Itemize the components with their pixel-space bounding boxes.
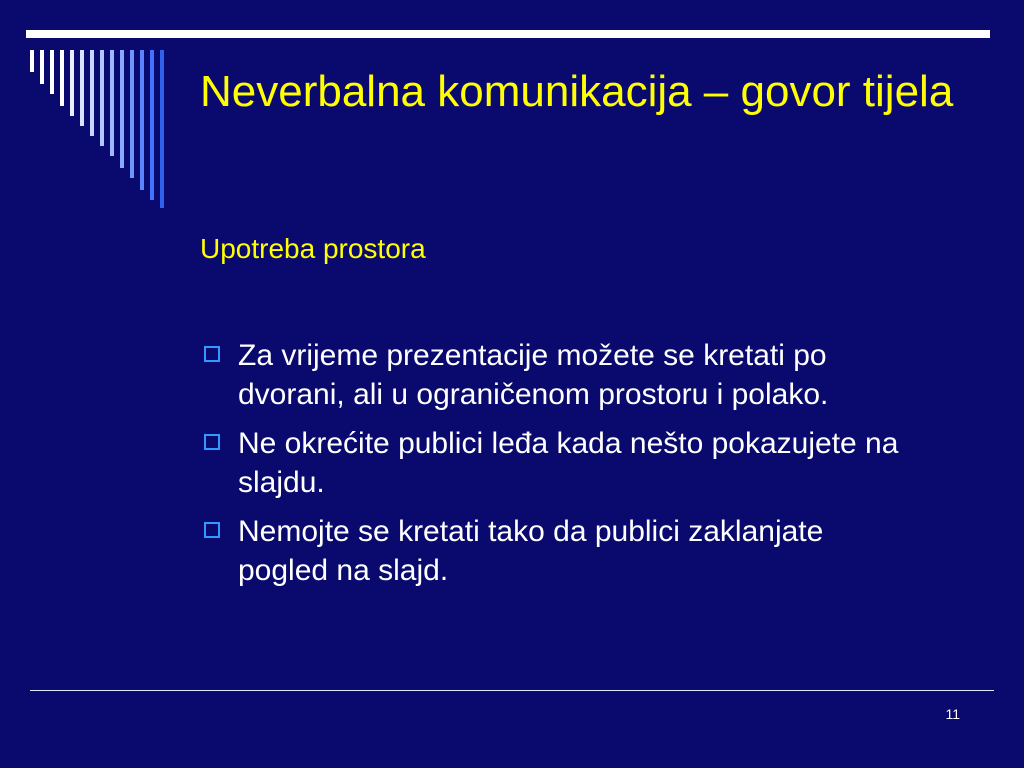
slide-title: Neverbalna komunikacija – govor tijela xyxy=(200,67,954,116)
slide-subtitle: Upotreba prostora xyxy=(200,233,426,264)
bottom-rule xyxy=(30,690,994,691)
decorative-stripes xyxy=(0,0,170,210)
bullet-text: Za vrijeme prezentacije možete se kretati po dvorani, ali u ograničenom prostoru i polako. xyxy=(238,339,829,411)
bullet-text: Ne okrećite publici leđa kada nešto pokazujete na slajdu. xyxy=(238,427,899,499)
list-item xyxy=(200,512,920,590)
page-number: 11 xyxy=(945,706,960,722)
bullet-text: Nemojte se kretati tako da publici zaklanjate pogled na slajd. xyxy=(238,515,824,587)
list-item xyxy=(200,424,920,502)
bullet-list xyxy=(200,336,920,600)
hollow-square-bullet-icon xyxy=(204,434,220,450)
top-rule xyxy=(26,30,990,38)
hollow-square-bullet-icon xyxy=(204,522,220,538)
hollow-square-bullet-icon xyxy=(204,346,220,362)
list-item xyxy=(200,336,920,414)
